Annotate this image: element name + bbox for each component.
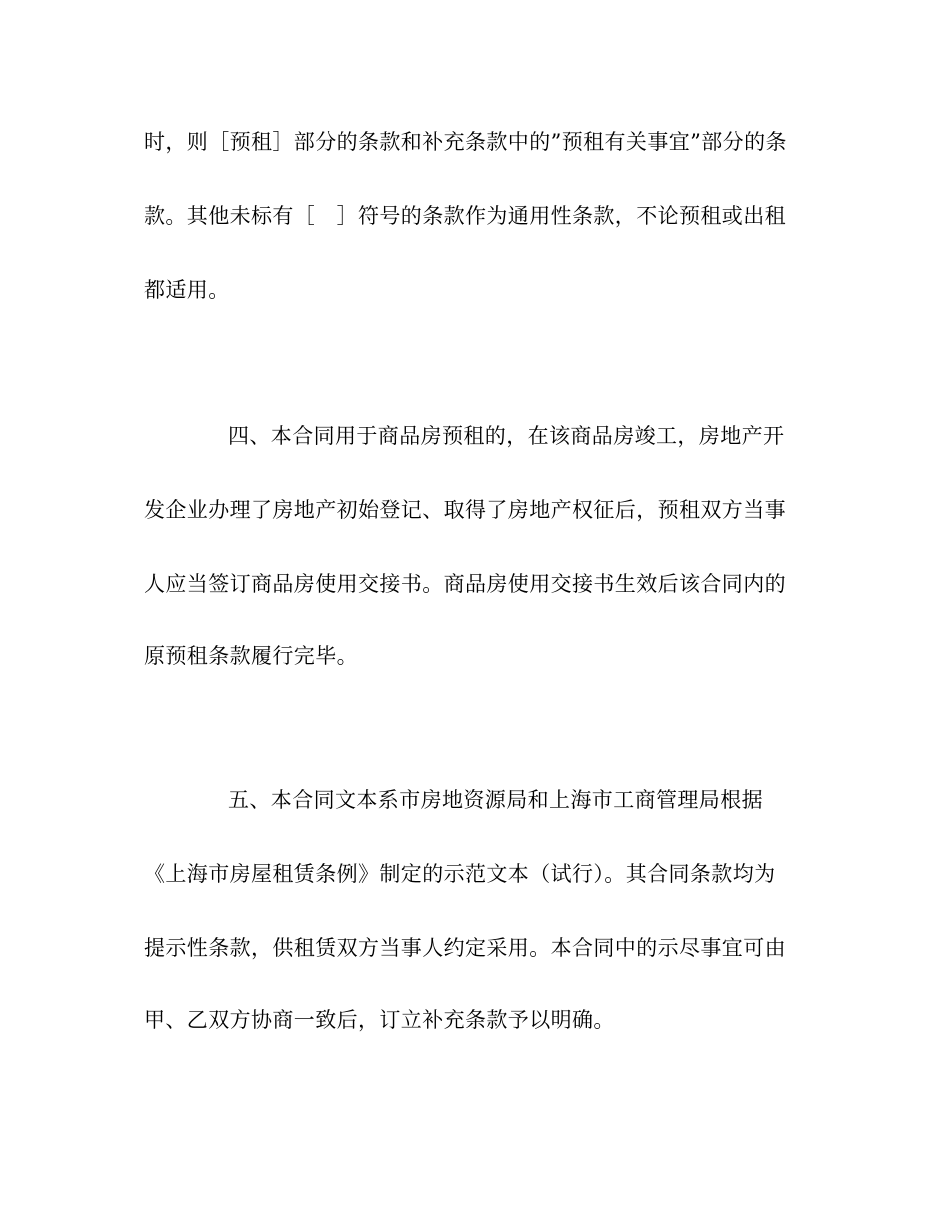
paragraph-1-line-3: 都适用。 (144, 278, 230, 302)
paragraph-3-line-4: 甲、乙双方协商一致后，订立补充条款予以明确。 (144, 1008, 615, 1032)
paragraph-3-line-1: 五、本合同文本系市房地资源局和上海市工商管理局根据 (228, 788, 763, 812)
paragraph-2-line-1: 四、本合同用于商品房预租的，在该商品房竣工，房地产开 (228, 424, 785, 448)
paragraph-3-line-3: 提示性条款，供租赁双方当事人约定采用。本合同中的示尽事宜可由 (144, 936, 786, 960)
paragraph-2-line-4: 原预租条款履行完毕。 (144, 644, 358, 668)
paragraph-1-line-2: 款。其他未标有［ ］符号的条款作为通用性条款，不论预租或出租 (144, 204, 786, 228)
paragraph-3-line-2: 《上海市房屋租赁条例》制定的示范文本（试行）。其合同条款均为 (144, 862, 776, 886)
paragraph-2-line-3: 人应当签订商品房使用交接书。商品房使用交接书生效后该合同内的 (144, 572, 786, 596)
paragraph-1-line-1: 时，则［预租］部分的条款和补充条款中的”预租有关事宜”部分的条 (144, 130, 787, 154)
paragraph-2-line-2: 发企业办理了房地产初始登记、取得了房地产权征后，预租双方当事 (144, 498, 786, 522)
